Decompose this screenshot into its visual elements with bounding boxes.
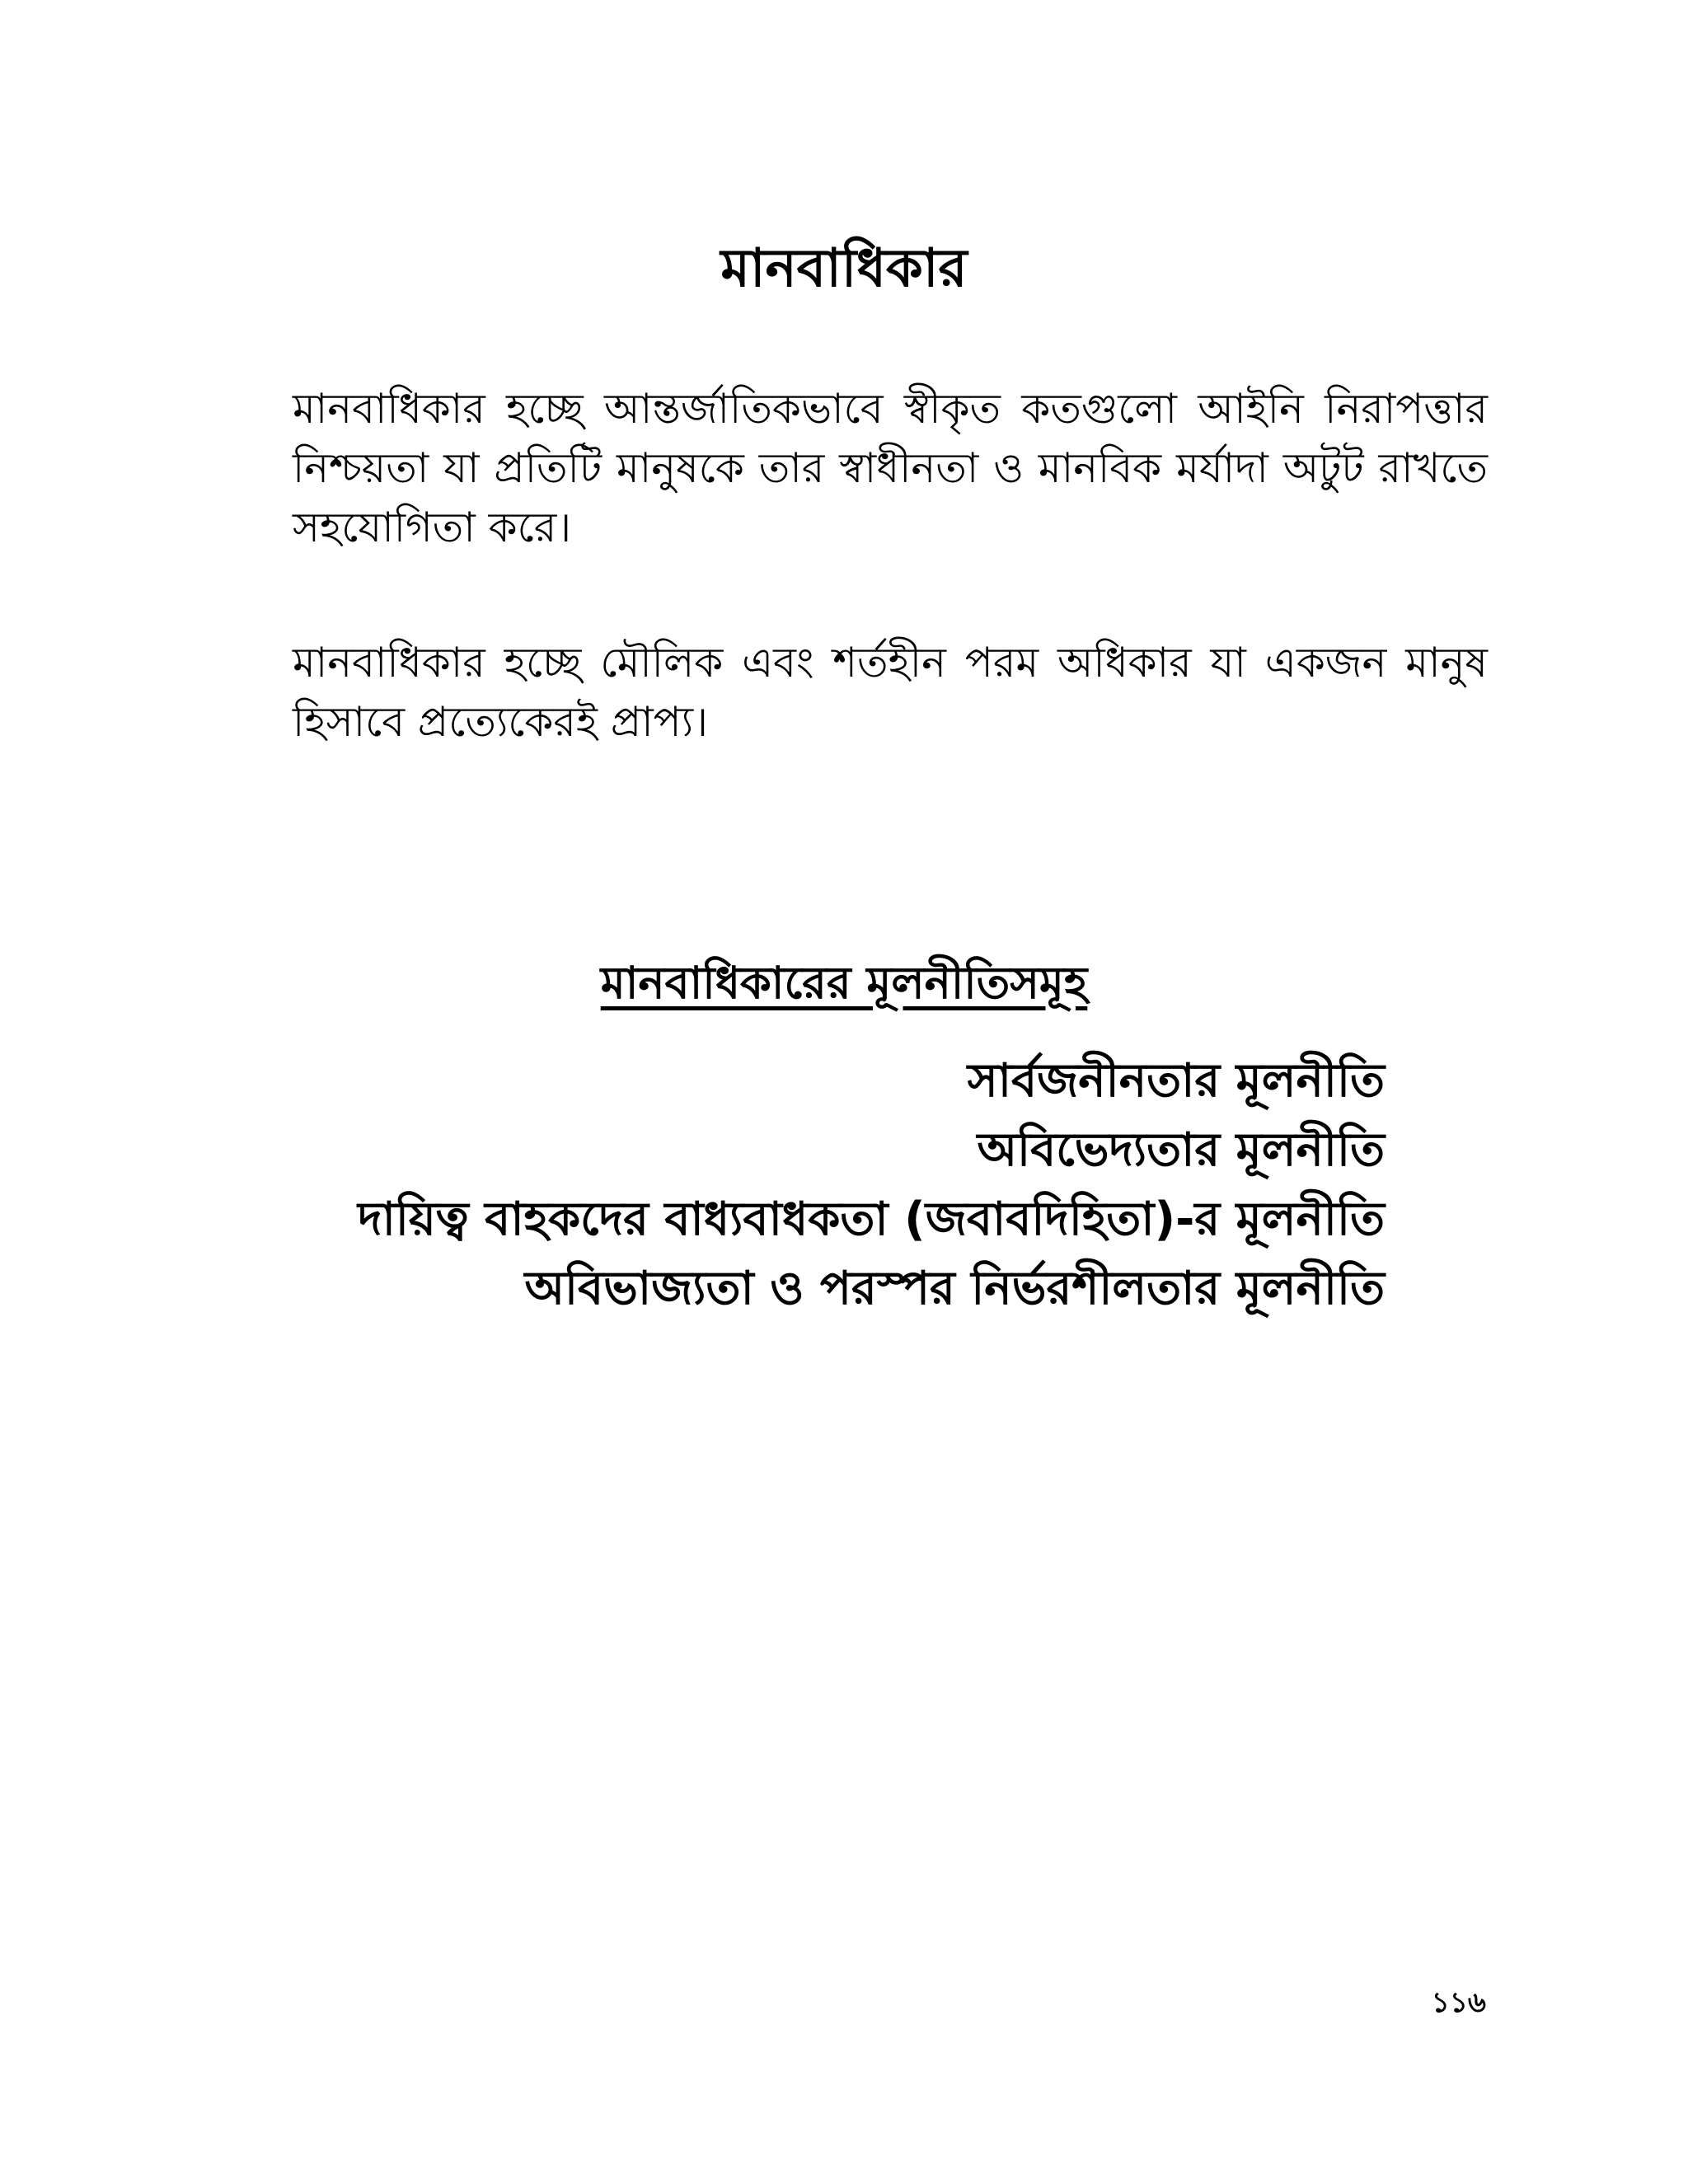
principle-item: দায়িত্ব বাহকদের বাধ্যবাধকতা (জবাবদিহিতা)-র মূলনীতি (358, 1193, 1385, 1246)
principle-item: অবিভাজ্যতা ও পরস্পর নির্ভরশীলতার মূলনীতি (524, 1262, 1385, 1315)
section-heading: মানবাধিকারের মূলনীতিসমূহ (600, 956, 1088, 1009)
page-title: মানবাধিকার (720, 237, 968, 299)
page-number: ১১৬ (1431, 1986, 1486, 2019)
principle-item: অবিভেদ্যতার মূলনীতি (977, 1123, 1385, 1177)
principle-item: সার্বজনীনতার মূলনীতি (967, 1054, 1385, 1108)
paragraph-definition: মানবাধিকার হচ্ছে আন্তর্জাতিকভাবে স্বীকৃত কতগুলো আইনি নিরাপত্তার নিশ্চয়তা যা প্রতিটি মানুষকে তার স্বাধীনতা ও মানবিক মর্যাদা অটুট রাখতে সহযোগিতা করে। (293, 385, 1488, 551)
paragraph-fundamental-rights: মানবাধিকার হচ্ছে মৌলিক এবং শর্তহীন পরম অধিকার যা একজন মানুষ হিসাবে প্রত্যেকেরই প্রাপ্য। (293, 639, 1488, 746)
principles-list (358, 1047, 1385, 1324)
